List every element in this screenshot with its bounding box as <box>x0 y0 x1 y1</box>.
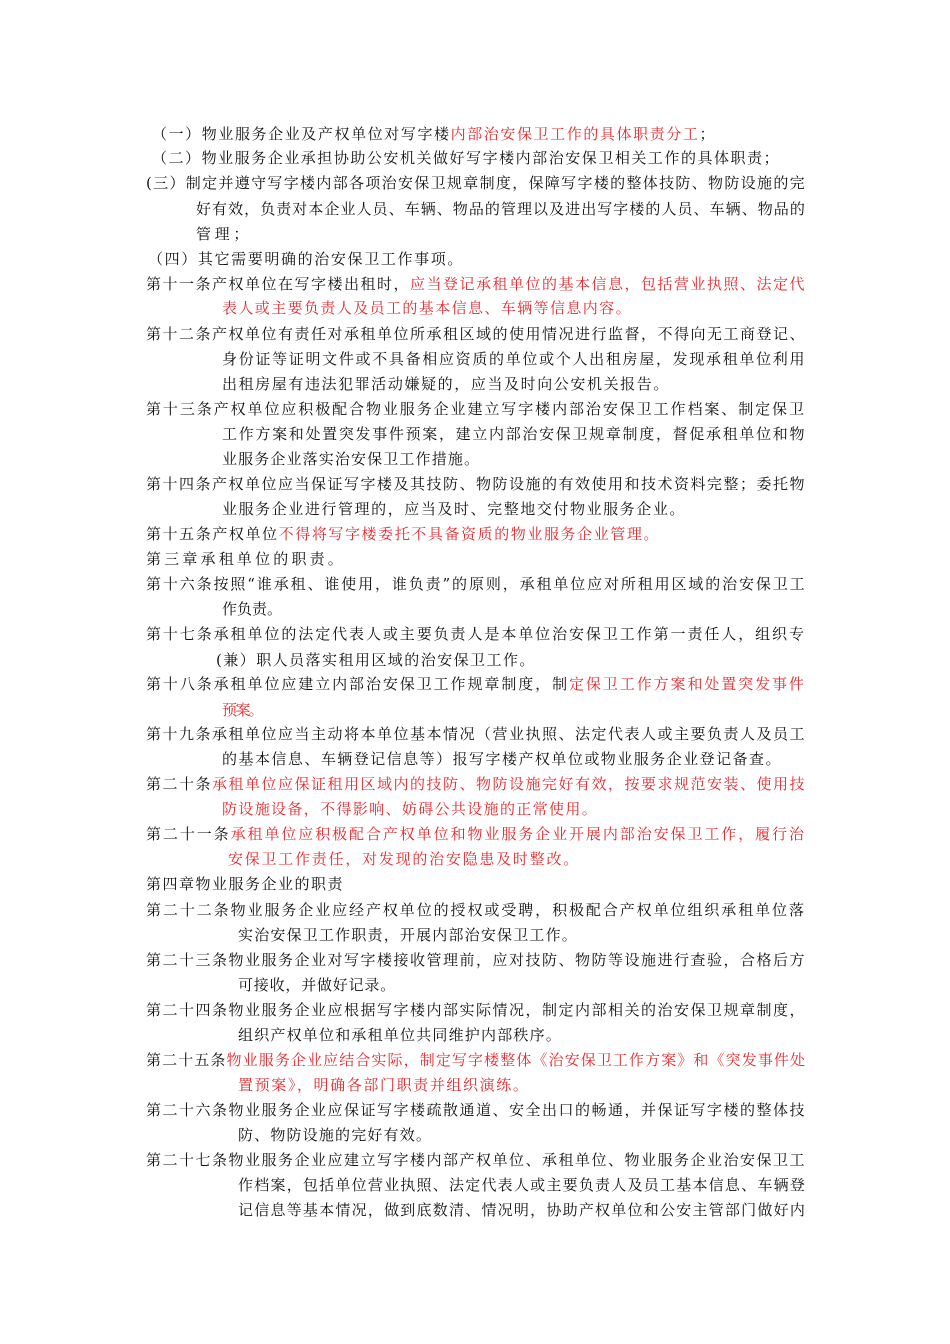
paragraph-line <box>146 472 806 496</box>
body-text: 记信息等基本情况，做到底数清、情况明，协助产权单位和公安主管部门做好内 <box>238 1201 807 1219</box>
highlighted-text: 物业服务企业应结合实际，制定写字楼整体《治安保卫工作方案》和《突发事件处 <box>226 1051 807 1069</box>
paragraph-continuation-line <box>222 447 480 471</box>
paragraph-continuation-line <box>216 648 536 672</box>
body-text: 第十八条承租单位应建立内部治安保卫工作规章制度，制 <box>146 675 570 693</box>
body-text: 第四章物业服务企业的职责 <box>146 875 345 893</box>
paragraph-continuation-line <box>222 698 262 722</box>
paragraph-line <box>146 171 806 195</box>
paragraph-line <box>146 772 806 796</box>
paragraph-continuation-line <box>238 1073 529 1097</box>
paragraph-line <box>146 672 806 696</box>
body-text: 第十七条承租单位的法定代表人或主要负责人是本单位治安保卫工作第一责任人，组织专 <box>146 625 806 643</box>
paragraph-continuation-line <box>228 847 580 871</box>
body-text: 业服务企业进行管理的，应当及时、完整地交付物业服务企业。 <box>222 500 686 518</box>
body-text: 管理； <box>196 225 253 243</box>
paragraph-line <box>146 1048 806 1072</box>
paragraph-continuation-line <box>238 923 578 947</box>
paragraph-continuation-line <box>238 1123 432 1147</box>
highlighted-text: 置预案》，明确各部门职责并组织演练。 <box>238 1076 530 1094</box>
body-text: 第十六条按照“谁承租、谁使用，谁负责”的原则，承租单位应对所租用区域的治安保卫工 <box>146 575 807 593</box>
body-text: 工作方案和处置突发事件预案，建立内部治安保卫规章制度，督促承租单位和物 <box>222 425 807 443</box>
body-text: （二）物业服务企业承担协助公安机关做好写字楼内部治安保卫相关工作的具体职责； <box>152 149 781 167</box>
body-text: 第十九条承租单位应当主动将本单位基本情况（营业执照、法定代表人或主要负责人及员工 <box>146 725 807 743</box>
highlighted-text: 内部治安保卫工作的具体职责分工 <box>450 125 700 143</box>
body-text: 第二十二条物业服务企业应经产权单位的授权或受聘，积极配合产权单位组织承租单位落 <box>146 901 806 919</box>
body-text: 第二十三条物业服务企业对写字楼接收管理前，应对技防、物防等设施进行查验，合格后方 <box>146 951 807 969</box>
paragraph-continuation-line <box>222 296 632 320</box>
body-text: 实治安保卫工作职责，开展内部治安保卫工作。 <box>238 926 578 944</box>
paragraph-continuation-line <box>222 747 782 771</box>
highlighted-text: 承租单位应保证租用区域内的技防、物防设施完好有效，按要求规范安装、使用技 <box>212 775 807 793</box>
body-text: 身份证等证明文件或不具备相应资质的单位或个人出租房屋，发现承租单位利用 <box>222 350 807 368</box>
paragraph-line <box>146 998 806 1022</box>
paragraph-continuation-line <box>222 497 686 521</box>
paragraph-line <box>146 1098 806 1122</box>
paragraph-continuation-line <box>222 597 282 621</box>
paragraph-continuation-line <box>238 973 396 997</box>
highlighted-text: 预案。 <box>222 701 262 719</box>
body-text: 出租房屋有违法犯罪活动嫌疑的，应当及时向公安机关报告。 <box>222 375 670 393</box>
body-text: 第十四条产权单位应当保证写字楼及其技防、物防设施的有效使用和技术资料完整；委托物 <box>146 475 807 493</box>
body-text: 第十三条产权单位应积极配合物业服务企业建立写字楼内部治安保卫工作档案、制定保卫 <box>146 400 806 418</box>
body-text: 第十二条产权单位有责任对承租单位所承租区域的使用情况进行监督，不得向无工商登记、 <box>146 325 807 343</box>
paragraph-line <box>152 146 780 170</box>
body-text: 第二十七条物业服务企业应建立写字楼内部产权单位、承租单位、物业服务企业治安保卫工 <box>146 1151 807 1169</box>
paragraph-continuation-line <box>196 222 252 246</box>
paragraph-line <box>146 397 806 421</box>
body-text: 业服务企业落实治安保卫工作措施。 <box>222 450 481 468</box>
paragraph-line <box>146 898 806 922</box>
paragraph-continuation-line <box>222 347 806 371</box>
body-text: ； <box>699 125 717 143</box>
body-text: 第二十条 <box>146 775 213 793</box>
body-text: 第二十一条 <box>146 825 231 843</box>
highlighted-text: 定保卫工作方案和处置突发事件 <box>569 675 806 693</box>
paragraph-continuation-line <box>222 797 598 821</box>
paragraph-continuation-line <box>222 422 806 446</box>
body-text: 组织产权单位和承租单位共同维护内部秩序。 <box>238 1026 563 1044</box>
paragraph-line <box>146 522 660 546</box>
paragraph-line <box>146 722 806 746</box>
highlighted-text: 防设施设备，不得影响、妨碍公共设施的正常使用。 <box>222 800 599 818</box>
body-text: 第三章承租单位的职责。 <box>146 550 346 568</box>
paragraph-line <box>148 247 464 271</box>
paragraph-line <box>146 322 806 346</box>
body-text: 好有效，负责对本企业人员、车辆、物品的管理以及进出写字楼的人员、车辆、物品的 <box>196 200 806 218</box>
body-text: 的基本信息、车辆登记信息等）报写字楼产权单位或物业服务企业登记备查。 <box>222 750 782 768</box>
paragraph-line <box>146 948 806 972</box>
body-text: 作负责。 <box>222 600 283 618</box>
paragraph-continuation-line <box>238 1198 806 1222</box>
body-text: 第二十六条物业服务企业应保证写字楼疏散通道、安全出口的畅通，并保证写字楼的整体技 <box>146 1101 807 1119</box>
paragraph-line <box>152 122 716 146</box>
body-text: （一）物业服务企业及产权单位对写字楼 <box>152 125 451 143</box>
body-text: 第十一条产权单位在写字楼出租时， <box>146 275 411 293</box>
highlighted-text: 表人或主要负责人及员工的基本信息、车辆等信息内容。 <box>222 299 633 317</box>
body-text: 防、物防设施的完好有效。 <box>238 1126 433 1144</box>
paragraph-line <box>146 572 807 596</box>
body-text: 第十五条产权单位 <box>146 525 279 543</box>
highlighted-text: 安保卫工作责任，对发现的治安隐患及时整改。 <box>228 850 580 868</box>
paragraph-continuation-line <box>196 197 806 221</box>
paragraph-continuation-line <box>238 1023 562 1047</box>
highlighted-text: 承租单位应积极配合产权单位和物业服务企业开展内部治安保卫工作，履行治 <box>230 825 806 843</box>
paragraph-continuation-line <box>222 372 670 396</box>
paragraph-line <box>146 272 806 296</box>
body-text: (三）制定并遵守写字楼内部各项治安保卫规章制度，保障写字楼的整体技防、物防设施的完 <box>146 174 806 192</box>
body-text: 第二十四条物业服务企业应根据写字楼内部实际情况，制定内部相关的治安保卫规章制度， <box>146 1001 807 1019</box>
paragraph-line <box>146 872 344 896</box>
body-text: (兼）职人员落实租用区域的治安保卫工作。 <box>216 651 536 669</box>
highlighted-text: 应当登记承租单位的基本信息，包括营业执照、法定代 <box>410 275 807 293</box>
paragraph-continuation-line <box>238 1173 806 1197</box>
paragraph-line <box>146 547 346 571</box>
highlighted-text: 不得将写字楼委托不具备资质的物业服务企业管理。 <box>278 525 660 543</box>
body-text: 可接收，并做好记录。 <box>238 976 397 994</box>
body-text: （四）其它需要明确的治安保卫工作事项。 <box>148 250 464 268</box>
body-text: 第二十五条 <box>146 1051 227 1069</box>
body-text: 作档案，包括单位营业执照、法定代表人或主要负责人及员工基本信息、车辆登 <box>238 1176 807 1194</box>
paragraph-line <box>146 622 806 646</box>
paragraph-line <box>146 1148 806 1172</box>
paragraph-line <box>146 822 806 846</box>
